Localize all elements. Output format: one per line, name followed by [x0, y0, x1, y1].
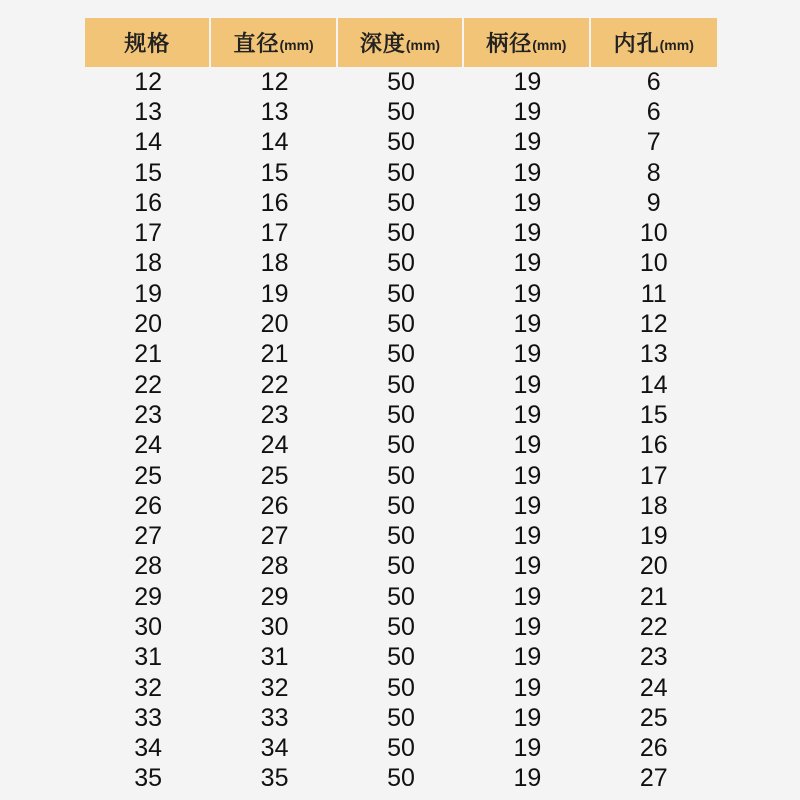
table-cell-depth: 50 — [387, 97, 415, 126]
table-row — [85, 249, 717, 279]
table-cell-shank-diameter: 19 — [513, 431, 542, 460]
table-cell-shank-diameter: 19 — [513, 97, 542, 126]
table-cell-shank-diameter: 19 — [513, 522, 542, 551]
table-row — [85, 764, 717, 794]
table-cell-depth: 50 — [387, 643, 415, 672]
table-cell-diameter: 14 — [260, 128, 289, 157]
table-cell-depth: 50 — [387, 764, 415, 793]
table-cell-shank-diameter: 19 — [513, 249, 542, 278]
header-cell-spec — [85, 18, 211, 67]
table-cell-diameter: 32 — [260, 673, 289, 702]
table-cell-diameter: 26 — [260, 491, 289, 520]
table-cell-inner-hole: 17 — [639, 461, 668, 490]
table-cell-inner-hole: 12 — [639, 310, 668, 339]
table-cell-depth: 50 — [387, 522, 415, 551]
table-cell-depth: 50 — [387, 67, 415, 96]
table-cell-inner-hole: 27 — [639, 764, 668, 793]
table-cell-spec: 13 — [134, 97, 163, 126]
table-cell-depth: 50 — [387, 158, 415, 187]
table-cell-inner-hole: 9 — [646, 188, 661, 217]
table-cell-depth: 50 — [387, 279, 415, 308]
table-cell-spec: 15 — [134, 158, 163, 187]
table-cell-spec: 35 — [134, 764, 163, 793]
table-row — [85, 431, 717, 461]
table-cell-depth: 50 — [387, 219, 415, 248]
table-row — [85, 734, 717, 764]
table-cell-depth: 50 — [387, 310, 415, 339]
table-cell-inner-hole: 19 — [639, 522, 668, 551]
table-cell-inner-hole: 23 — [639, 643, 668, 672]
table-cell-diameter: 21 — [260, 340, 289, 369]
table-cell-depth: 50 — [387, 249, 415, 278]
table-cell-shank-diameter: 19 — [513, 188, 542, 217]
table-cell-diameter: 16 — [260, 188, 289, 217]
table-row — [85, 582, 717, 612]
table-cell-shank-diameter: 19 — [513, 340, 542, 369]
table-cell-inner-hole: 10 — [639, 249, 668, 278]
table-cell-spec: 14 — [134, 128, 163, 157]
table-cell-depth: 50 — [387, 582, 415, 611]
table-cell-shank-diameter: 19 — [513, 734, 542, 763]
table-cell-diameter: 35 — [260, 764, 289, 793]
table-row — [85, 158, 717, 188]
table-cell-depth: 50 — [387, 400, 415, 429]
table-cell-depth: 50 — [387, 612, 415, 641]
table-row — [85, 340, 717, 370]
table-cell-inner-hole: 21 — [639, 582, 668, 611]
table-cell-diameter: 23 — [260, 400, 289, 429]
table-row — [85, 188, 717, 218]
table-row — [85, 552, 717, 582]
header-unit: (mm) — [659, 36, 694, 53]
table-cell-depth: 50 — [387, 461, 415, 490]
table-row — [85, 309, 717, 339]
header-cell-inner-hole — [591, 18, 717, 67]
table-cell-diameter: 19 — [260, 279, 289, 308]
table-cell-shank-diameter: 19 — [513, 128, 542, 157]
header-unit: (mm) — [405, 36, 441, 53]
table-cell-shank-diameter: 19 — [513, 158, 542, 187]
table-cell-diameter: 24 — [260, 431, 289, 460]
table-cell-shank-diameter: 19 — [513, 643, 542, 672]
table-cell-diameter: 28 — [260, 552, 289, 581]
table-cell-depth: 50 — [387, 491, 415, 520]
table-row — [85, 612, 717, 642]
table-cell-spec: 20 — [134, 310, 163, 339]
spec-table — [85, 18, 717, 794]
table-cell-inner-hole: 20 — [639, 552, 668, 581]
table-cell-spec: 23 — [134, 400, 163, 429]
header-label: 深度 — [359, 32, 406, 57]
table-cell-spec: 31 — [134, 643, 163, 672]
table-cell-inner-hole: 7 — [646, 128, 661, 157]
table-row — [85, 461, 717, 491]
table-cell-inner-hole: 24 — [639, 673, 668, 702]
table-cell-shank-diameter: 19 — [513, 491, 542, 520]
table-cell-spec: 18 — [134, 249, 163, 278]
table-cell-shank-diameter: 19 — [513, 461, 542, 490]
header-cell-depth — [338, 18, 464, 67]
table-cell-inner-hole: 26 — [639, 734, 668, 763]
table-cell-spec: 30 — [134, 612, 163, 641]
table-cell-depth: 50 — [387, 673, 415, 702]
table-cell-depth: 50 — [387, 128, 415, 157]
table-cell-shank-diameter: 19 — [513, 764, 542, 793]
table-cell-shank-diameter: 19 — [513, 612, 542, 641]
table-cell-inner-hole: 11 — [640, 279, 667, 308]
table-cell-inner-hole: 22 — [639, 612, 668, 641]
table-cell-diameter: 12 — [260, 67, 289, 96]
table-cell-depth: 50 — [387, 552, 415, 581]
table-cell-spec: 19 — [134, 279, 163, 308]
header-cell-diameter — [211, 18, 337, 67]
table-row — [85, 703, 717, 733]
table-cell-shank-diameter: 19 — [513, 552, 542, 581]
table-cell-inner-hole: 8 — [646, 158, 661, 187]
table-cell-inner-hole: 10 — [639, 219, 668, 248]
table-cell-spec: 26 — [134, 491, 163, 520]
table-cell-spec: 29 — [134, 582, 163, 611]
header-cell-shank-diameter — [464, 18, 590, 67]
table-cell-diameter: 31 — [260, 643, 289, 672]
table-cell-spec: 25 — [134, 461, 163, 490]
table-cell-diameter: 22 — [260, 370, 289, 399]
table-cell-shank-diameter: 19 — [513, 400, 542, 429]
table-cell-diameter: 20 — [260, 310, 289, 339]
header-unit: (mm) — [279, 36, 314, 53]
table-cell-depth: 50 — [387, 340, 415, 369]
table-cell-spec: 34 — [134, 734, 163, 763]
table-cell-diameter: 15 — [260, 158, 289, 187]
table-row — [85, 673, 717, 703]
table-cell-shank-diameter: 19 — [513, 370, 542, 399]
header-label: 内孔 — [613, 32, 660, 57]
table-cell-depth: 50 — [387, 431, 415, 460]
table-cell-inner-hole: 13 — [639, 340, 668, 369]
header-label: 柄径 — [486, 32, 533, 57]
table-row — [85, 521, 717, 551]
table-row — [85, 370, 717, 400]
table-body — [85, 67, 717, 794]
table-row — [85, 218, 717, 248]
table-row — [85, 67, 717, 97]
table-cell-spec: 21 — [134, 340, 163, 369]
table-cell-spec: 32 — [134, 673, 163, 702]
table-cell-diameter: 27 — [260, 522, 289, 551]
table-cell-diameter: 30 — [260, 612, 289, 641]
table-cell-diameter: 13 — [260, 97, 289, 126]
table-cell-diameter: 33 — [260, 703, 289, 732]
table-row — [85, 97, 717, 127]
table-row — [85, 279, 717, 309]
table-cell-diameter: 17 — [260, 219, 289, 248]
table-cell-depth: 50 — [387, 188, 415, 217]
table-cell-shank-diameter: 19 — [513, 219, 542, 248]
table-cell-spec: 27 — [134, 522, 163, 551]
table-cell-spec: 16 — [134, 188, 163, 217]
table-cell-inner-hole: 16 — [639, 431, 668, 460]
table-cell-diameter: 34 — [260, 734, 289, 763]
table-cell-spec: 17 — [134, 219, 163, 248]
table-row — [85, 128, 717, 158]
table-cell-inner-hole: 6 — [646, 67, 661, 96]
header-label: 直径 — [233, 32, 280, 57]
table-cell-spec: 22 — [134, 370, 163, 399]
table-row — [85, 491, 717, 521]
table-cell-diameter: 29 — [260, 582, 289, 611]
header-label: 规格 — [124, 32, 171, 57]
table-cell-shank-diameter: 19 — [513, 703, 542, 732]
table-cell-diameter: 18 — [260, 249, 289, 278]
table-cell-depth: 50 — [387, 370, 415, 399]
table-cell-shank-diameter: 19 — [513, 582, 542, 611]
table-cell-inner-hole: 6 — [646, 97, 661, 126]
table-cell-spec: 33 — [134, 703, 163, 732]
table-cell-spec: 24 — [134, 431, 163, 460]
table-cell-spec: 28 — [134, 552, 163, 581]
table-cell-shank-diameter: 19 — [513, 310, 542, 339]
table-header — [85, 18, 717, 67]
table-cell-shank-diameter: 19 — [513, 67, 542, 96]
table-cell-inner-hole: 18 — [639, 491, 668, 520]
table-row — [85, 643, 717, 673]
table-cell-inner-hole: 15 — [639, 400, 668, 429]
table-cell-depth: 50 — [387, 734, 415, 763]
table-cell-depth: 50 — [387, 703, 415, 732]
table-cell-diameter: 25 — [260, 461, 289, 490]
table-cell-shank-diameter: 19 — [513, 279, 542, 308]
table-cell-shank-diameter: 19 — [513, 673, 542, 702]
table-cell-inner-hole: 14 — [639, 370, 668, 399]
table-cell-inner-hole: 25 — [639, 703, 668, 732]
table-row — [85, 400, 717, 430]
table-cell-spec: 12 — [134, 67, 163, 96]
header-unit: (mm) — [532, 36, 567, 53]
